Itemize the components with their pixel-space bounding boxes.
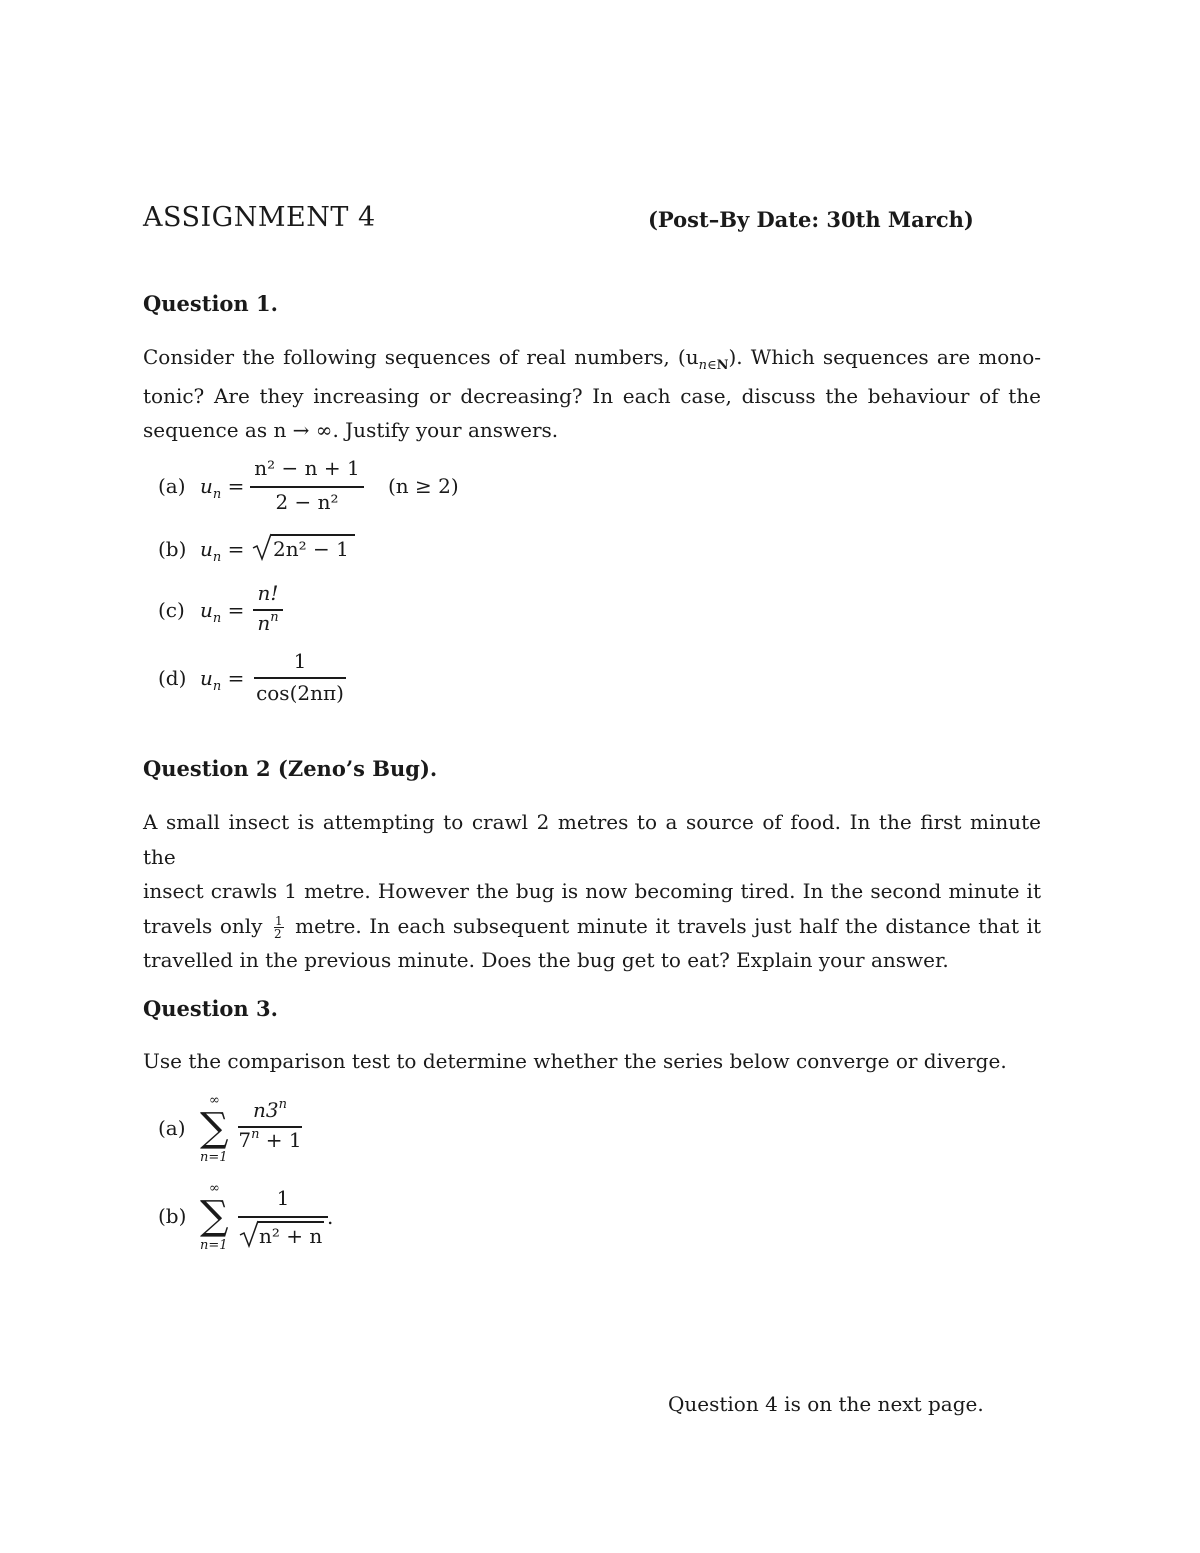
fraction-bar (250, 486, 364, 488)
q1-item-b-radicand: 2n² − 1 (273, 537, 349, 561)
q1-item-c-lhs: $u_n$ = (200, 598, 245, 626)
square-root-icon (253, 533, 273, 561)
q3-item-a-label: (a) (158, 1116, 186, 1140)
q3-item-b-radicand: n² + n (259, 1224, 323, 1248)
q3-item-a-numerator: n3$^n$ (253, 1097, 287, 1122)
q3-item-a-upper-limit: ∞ (209, 1093, 220, 1108)
q3-item-a-fraction (238, 1098, 302, 1158)
one-half-fraction: $\frac{1}{2}$ (273, 913, 283, 941)
q1-item-d-fraction (254, 649, 346, 709)
question-1-intro (143, 340, 1041, 448)
question-2-body (143, 805, 1041, 978)
q1-item-c-numerator: n! (257, 581, 279, 605)
q1-item-c-denominator: $n^n$ (257, 610, 279, 635)
question-2-line-1: A small insect is attempting to crawl 2 metres to a source of food. In the first minute the (143, 810, 1041, 869)
q1-item-a-fraction (250, 456, 364, 516)
q3-item-a-denominator: $7^n + 1$ (238, 1127, 302, 1152)
q1-item-a-denominator: 2 − n² (275, 490, 339, 514)
question-1-intro-line-1: Consider the following sequences of real numbers, $(u_{n\in N})$. Which sequences are mono- (143, 345, 1041, 373)
question-3-intro: Use the comparison test to determine whether the series below converge or diverge. (143, 1049, 1007, 1073)
question-1-intro-line-3: sequence as n → ∞. Justify your answers. (143, 418, 559, 442)
question-2-line-4: travelled in the previous minute. Does the bug get to eat? Explain your answer. (143, 948, 949, 972)
q3-item-a-lower-limit: n=1 (200, 1150, 228, 1165)
q1-item-a-lhs: $u_n$ = (200, 474, 245, 502)
q1-item-b-lhs: $u_n$ = (200, 537, 245, 565)
q3-item-b-period: . (327, 1205, 334, 1229)
radical-bar (271, 534, 355, 536)
square-root-icon (240, 1220, 260, 1248)
q1-item-c-label: (c) (158, 598, 185, 622)
q3-item-b-lower-limit: n=1 (200, 1238, 228, 1253)
summation-icon: ∑ (200, 1193, 229, 1239)
q1-item-b-label: (b) (158, 537, 187, 561)
next-page-note: Question 4 is on the next page. (668, 1392, 984, 1416)
radical-bar (258, 1221, 324, 1223)
question-1-heading: Question 1. (143, 291, 278, 316)
fraction-bar (238, 1216, 328, 1218)
q3-item-b-label: (b) (158, 1204, 187, 1228)
question-3-heading: Question 3. (143, 996, 278, 1021)
q3-item-b-numerator: 1 (276, 1186, 290, 1210)
q1-item-d-denominator: cos(2nπ) (256, 681, 344, 705)
post-by-date: (Post–By Date: 30th March) (648, 207, 974, 232)
q1-item-a-label: (a) (158, 474, 186, 498)
q1-item-a-condition: (n ≥ 2) (388, 474, 459, 498)
question-2-line-3: travels only $\frac{1}{2}$ metre. In each subsequent minute it travels just half the distance that it (143, 913, 1042, 941)
question-2-heading: Question 2 (Zeno’s Bug). (143, 756, 438, 781)
summation-icon: ∑ (200, 1105, 229, 1151)
q1-item-c-fraction (253, 581, 283, 641)
fraction-bar (254, 677, 346, 679)
q1-item-a-numerator: n² − n + 1 (254, 456, 360, 480)
q3-item-b-upper-limit: ∞ (209, 1181, 220, 1196)
q1-item-d-lhs: $u_n$ = (200, 666, 245, 694)
q1-item-d-label: (d) (158, 666, 187, 690)
question-1-intro-line-2: tonic? Are they increasing or decreasing? In each case, discuss the behaviour of the (143, 383, 1041, 408)
page-title: ASSIGNMENT 4 (143, 202, 376, 233)
question-2-line-2: insect crawls 1 metre. However the bug is now becoming tired. In the second minute it (143, 879, 1041, 903)
q1-item-d-numerator: 1 (293, 649, 307, 673)
